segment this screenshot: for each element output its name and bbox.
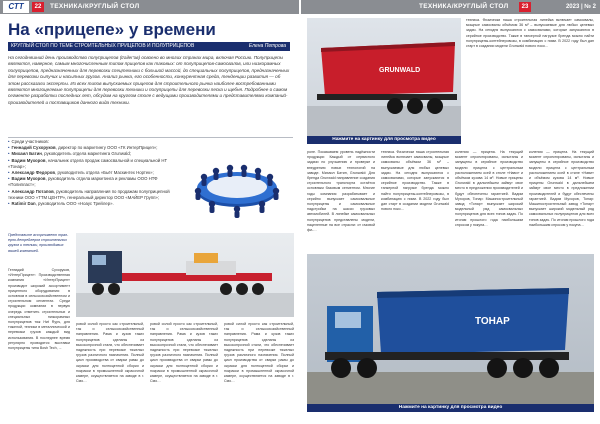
text-column-left-end: ровой силой просто как строительный, так и сельскохозяйственный направления. Рама и кузов таких полуприцепов сделаны из высокопрочной стали, что обеспечивает надежность при перевозке тяжелых грузов различного назначения. Полный цикл производства от сварки рамы до окраски для полноценной сборки и покраски в промышленной окрасочной камере, осуществляется на заводе в г. Смо… <box>224 322 294 384</box>
grunwald-trailer-photo[interactable] <box>307 18 461 136</box>
participant-item: • Александр Потапов, руководитель направления по продажам полуприцепной техники ООО «ТТМ ЦЕНТР», генеральный директор ООО «МАЙЕР Групп»; <box>8 188 170 200</box>
article-subtitle-bar <box>8 42 290 51</box>
right-page-header <box>301 0 600 14</box>
page-number-right: 23 <box>519 2 531 12</box>
text-column-right-2: техника. Физически наша строительная линейка включает самосвалы, мощные самосвалы объёмом 36 м³ – выпускаемые для любых целевых задач. На сегодня выпускаются с самосвалами, которые запускаются в серийное производство. Также в танкерной нагрузке бренда можно найти полуприцепы-контейнеровозы, в комбинацию с ними. В 2022 году был дан старт в создании модели Grunwald нового поко… <box>381 150 449 212</box>
article-lead: На сегодняшний день производство полуприцепов (trailer'ов) освоено во многих странах мира, включая Россию. Полуприцепы являются, наверное, самым многочисленным типом прицепов как таковых: от полуприцепов-самосвалов, или низкорамных полуприцепов, предназначенных для перевозки спецтехники с большой массой, до специальных полуприцепов, предназначенных для перевозки сыпучих и насыпных грузов. Анализ рынка, его особенности, конкурентная среда, тенденции развития — об этом рассказали эксперты. Из всех типов выпускаемых прицепов для строительного рынка наиболее востребованными являются многоцелевые полуприцепы для перевозки техники и полуприцепы для перевозки песка и щебня. Подробнее о самом сегменте разработки последних лет, обсудим на круглом столе с ведущими производителями и представителями компаний-производителей и поставщиков данного вида техники. <box>8 55 290 105</box>
text-column-right-top: техника. Физически наша строительная линейка включает самосвалы, мощные самосвалы объёмом 36 м³ – выпускаемые для любых целевых задач. На сегодня выпускаются с самосвалами, которые запускаются в серийное производство. Также в танкерной нагрузке бренда можно найти полуприцепы-контейнеровозы, в комбинацию с ними. В 2022 году был дан старт в создании модели Grunwald нового поко… <box>466 18 594 49</box>
participants-list <box>8 139 178 207</box>
trailer-brand-label: GRUNWALD <box>379 67 421 74</box>
video-caption-top[interactable]: Нажмите на картинку для просмотра видео <box>307 136 461 144</box>
article-title: На «прицепе» у времени <box>8 20 216 39</box>
divider <box>8 137 293 138</box>
text-column-mid-right: ровой силой просто как строительный, так и сельскохозяйственный направления. Рама и кузов таких полуприцепов сделаны из высокопрочной стали, что обеспечивает надежность при перевозке тяжелых грузов различного назначения. Полный цикл производства от сварки рамы до окраски для полноценной сборки и покраски в промышленной окрасочной камере, осуществляется на заводе в г. Смо… <box>150 322 218 384</box>
text-column-right-4: коления — прицепа. На текущий момент спроектированы, испытаны и запущены в серийное производство модели прицепа с центральным расположением осей в стиле «Нави» и объёмом кузова 14 м³. Новые прицепы Grunwald в дальнейшем займут свое место в предложении производителей и будут обеспечены гарантией. Вадим Мухоров, Тонар: Машиностроительный завод «Тонар» выпускает широкий модельный ряд самосвальных полуприцепов для всех типов задач. По итогам прошлого года наибольшим спросом у покупа… <box>529 150 594 227</box>
participant-item: • Александр Федоров, руководитель отдела «Бьёт Маскинтех Нортек»; <box>8 170 154 176</box>
question-sidebar: Представьте ассортимент трал-ерно-детрейлеров строительных грузов и техники, производимых вашей компанией. <box>8 233 69 253</box>
section-title-left: ТЕХНИКА/КРУГЛЫЙ СТОЛ <box>50 3 140 10</box>
round-table-illustration <box>186 147 288 221</box>
participant-item: • Михаил Батин, руководитель отдела маркетинга Grunwald; <box>8 151 131 157</box>
left-page-header <box>0 0 299 14</box>
participant-item: • Геннадий Сухоруков, директор по маркетингу ООО «ГК ИнтерПрицеп»; <box>8 145 158 151</box>
text-column-left: Геннадий Сухоруков, «ИнтерПрицеп»: Производственная компания «ИнтерПрицеп» производит широкий ассортимент прицепного оборудования: в основном в сельскохозяйственном и строительном сегментах. Среди продукции компании в первую очередь отметить строительных и специальных низкорамных полуприцепов тяж Ниt Ryps, для тяжелой, техники в металлической и перевозки грузов каждый вид использования. В последнее время регулярно проводятся выставки полуприцепы типа Bosh Tech, ... <box>8 268 70 351</box>
participant-item: • Вадим Мухоров, начальник отдела продаж самосвальной и специальной НТ «Тонар»; <box>8 157 168 169</box>
trailer-brand-label: ТОНАР <box>475 316 510 327</box>
participants-title: • Среди участников: <box>8 139 49 144</box>
participants-box <box>8 139 293 227</box>
page-number-left: 22 <box>32 2 44 12</box>
participant-item: • Ratimir Dan, руководитель ООО «Ноаус Трейлер». <box>8 201 114 207</box>
issue-number: 2023 | № 2 <box>565 4 596 10</box>
magazine-logo: СТТ <box>3 1 29 13</box>
video-caption-bottom[interactable]: Нажмите на картинку для просмотра видео <box>307 404 594 412</box>
article-author: Елена Петрова <box>248 43 286 49</box>
tonar-trailer-photo[interactable] <box>307 254 594 404</box>
participant-item: • Вадим Мухоров, руководитель отдела маркетинга и рекламы ООО НТФ «Полипласт»; <box>8 176 158 188</box>
section-title-right: ТЕХНИКА/КРУГЛЫЙ СТОЛ <box>419 3 509 10</box>
article-subtitle: КРУГЛЫЙ СТОЛ ПО ТЕМЕ СТРОИТЕЛЬНЫХ ПРИЦЕПОВ И ПОЛУПРИЦЕПОВ <box>11 43 195 49</box>
lowbed-trailer-photo[interactable] <box>76 233 294 317</box>
text-column-right-1: роле. Показываем уровень надёжности продукции Каждый от сервисного задачи по улучшению и проверке и внедрению новых технологий на заводе. Михаил Батин, Grunwald: Для бренда Grunwald направление создания строительного транспорта остаётся основным базовым сегментом. Многие годы компания разрабатывает и серийно выпускает самосвальные полуприцепы и самосвальные надстройки на шасси грузовых автомобилей. В линейке самосвальных полуприцепов представлены модели, нацеленные на все отрасли: от газовой фи-… <box>307 150 375 233</box>
text-column-right-3: коления — прицепа. На текущий момент спроектированы, испытаны и запущены в серийное производство модели прицепа с центральным расположением осей в стиле «Нави» и объёмом кузова 14 м³. Новые прицепы Grunwald в дальнейшем займут свое место в предложении производителей и будут обеспечены гарантией. Вадим Мухоров, Тонар: Машиностроительный завод «Тонар» выпускает широкий модельный ряд самосвальных полуприцепов для всех типов задач. По итогам прошлого года наибольшим спросом у покупа… <box>455 150 523 227</box>
text-column-mid-left: ровой силой просто как строительный, так и сельскохозяйственный направления. Рама и кузов таких полуприцепов сделаны из высокопрочной стали, что обеспечивает надежность при перевозке тяжелых грузов различного назначения. Полный цикл производства от сварки рамы до окраски для полноценной сборки и покраски в промышленной окрасочной камере, осуществляется на заводе в г. Смо… <box>76 322 144 384</box>
